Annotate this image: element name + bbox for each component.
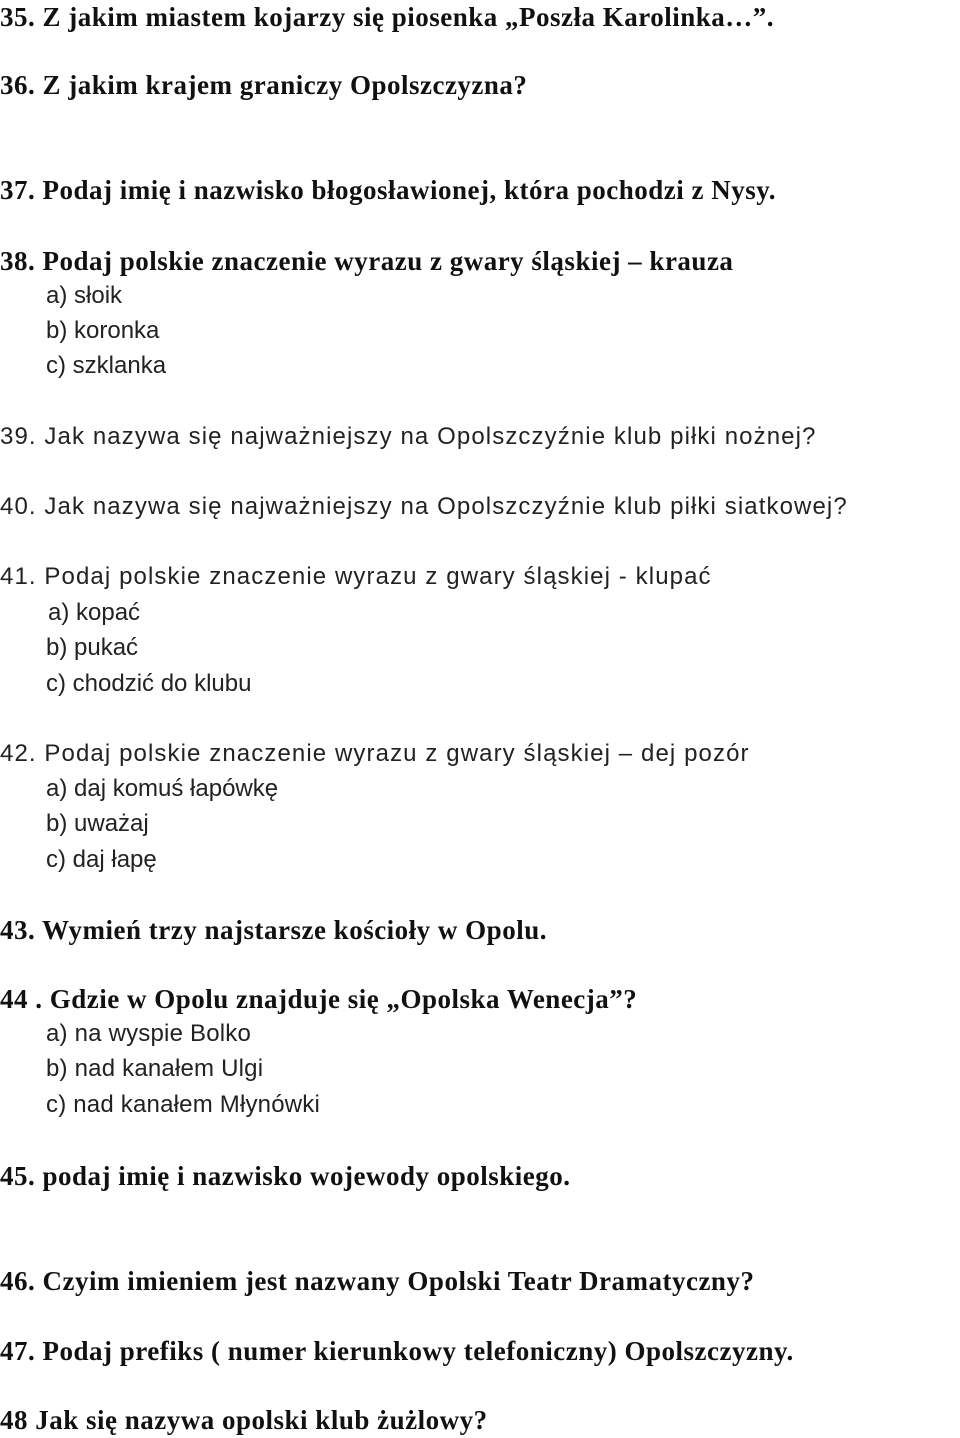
question-48: 48 Jak się nazywa opolski klub żużlowy? bbox=[0, 1405, 488, 1435]
question-35: 35. Z jakim miastem kojarzy się piosenka „Poszła Karolinka…”. bbox=[0, 2, 775, 32]
question-44-option-b: b) nad kanałem Ulgi bbox=[46, 1055, 264, 1082]
question-42: 42. Podaj polskie znaczenie wyrazu z gwary śląskiej – dej pozór bbox=[0, 740, 750, 767]
question-38-option-b: b) koronka bbox=[46, 317, 160, 344]
question-39: 39. Jak nazywa się najważniejszy na Opolszczyźnie klub piłki nożnej? bbox=[0, 423, 817, 450]
question-40: 40. Jak nazywa się najważniejszy na Opolszczyźnie klub piłki siatkowej? bbox=[0, 493, 848, 520]
question-44-option-c: c) nad kanałem Młynówki bbox=[46, 1091, 321, 1118]
question-41-option-c: c) chodzić do klubu bbox=[46, 670, 252, 697]
question-41-option-a: a) kopać bbox=[48, 599, 141, 626]
question-44: 44 . Gdzie w Opolu znajduje się „Opolska Wenecja”? bbox=[0, 984, 638, 1014]
question-42-option-c: c) daj łapę bbox=[46, 846, 157, 873]
question-38-option-a: a) słoik bbox=[46, 282, 123, 309]
question-45: 45. podaj imię i nazwisko wojewody opolskiego. bbox=[0, 1161, 571, 1191]
question-46: 46. Czyim imieniem jest nazwany Opolski Teatr Dramatyczny? bbox=[0, 1266, 755, 1296]
question-42-option-a: a) daj komuś łapówkę bbox=[46, 775, 279, 802]
question-43: 43. Wymień trzy najstarsze kościoły w Opolu. bbox=[0, 915, 547, 945]
question-36: 36. Z jakim krajem graniczy Opolszczyzna? bbox=[0, 70, 528, 100]
question-42-option-b: b) uważaj bbox=[46, 810, 149, 837]
question-38: 38. Podaj polskie znaczenie wyrazu z gwary śląskiej – krauza bbox=[0, 246, 734, 276]
question-41-option-b: b) pukać bbox=[46, 634, 139, 661]
question-37: 37. Podaj imię i nazwisko błogosławionej, która pochodzi z Nysy. bbox=[0, 175, 777, 205]
question-47: 47. Podaj prefiks ( numer kierunkowy telefoniczny) Opolszczyzny. bbox=[0, 1336, 794, 1366]
question-38-option-c: c) szklanka bbox=[46, 352, 167, 379]
question-44-option-a: a) na wyspie Bolko bbox=[46, 1020, 252, 1047]
question-41: 41. Podaj polskie znaczenie wyrazu z gwary śląskiej - klupać bbox=[0, 563, 712, 590]
